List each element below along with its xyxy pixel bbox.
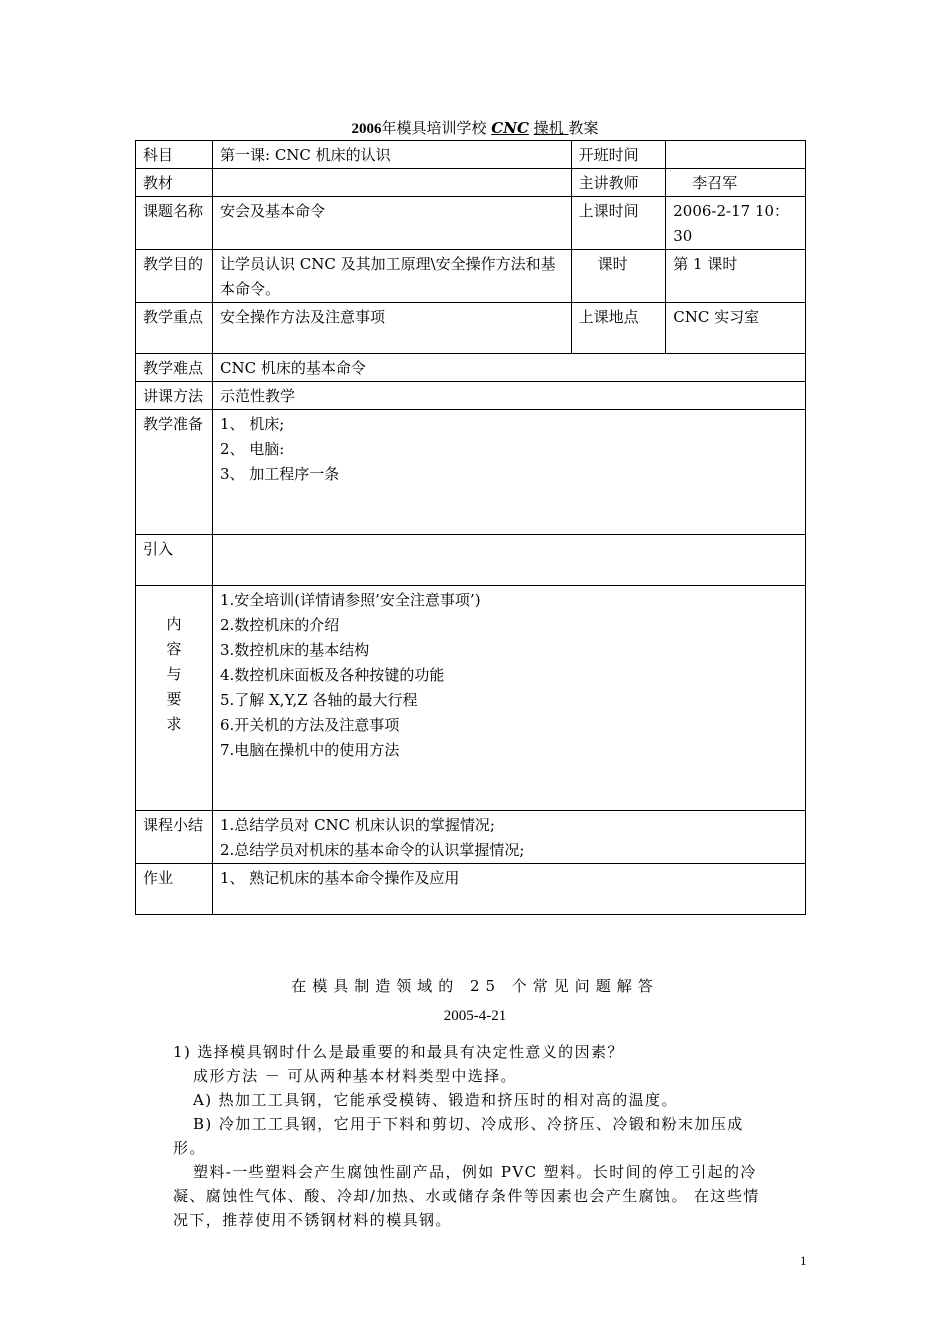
page-number: 1 bbox=[800, 1253, 807, 1268]
subject-label: 科目 bbox=[136, 141, 213, 169]
content-requirements-label: 内 容 与 要 求 bbox=[136, 586, 213, 811]
list-item: 1、 机床; bbox=[220, 415, 285, 433]
subject-value: 第一课: CNC 机床的认识 bbox=[213, 141, 572, 169]
question-1: 1) 选择模具钢时什么是最重要的和最具有决定性意义的因素？ bbox=[173, 1043, 624, 1061]
class-time-label: 上课时间 bbox=[571, 197, 666, 250]
location-value: CNC 实习室 bbox=[666, 303, 806, 354]
list-item: 3.数控机床的基本结构 bbox=[220, 641, 370, 659]
paragraph: 塑料-一些塑料会产生腐蚀性副产品，例如 PVC 塑料。长时间的停工引起的冷凝、腐蚀性气体、酸、冷却/加热、水或储存条件等因素也会产生腐蚀。 在这些情况下，推荐使用不锈钢材料的模具钢。 bbox=[173, 1163, 760, 1229]
list-item: 6.开关机的方法及注意事项 bbox=[220, 716, 400, 734]
summary-label: 课程小结 bbox=[136, 811, 213, 864]
table-row bbox=[136, 141, 806, 169]
textbook-value bbox=[213, 169, 572, 197]
location-label: 上课地点 bbox=[571, 303, 666, 354]
method-value: 示范性教学 bbox=[213, 382, 806, 410]
list-item: 4.数控机床面板及各种按键的功能 bbox=[220, 666, 445, 684]
textbook-label: 教材 bbox=[136, 169, 213, 197]
key-point-label: 教学重点 bbox=[136, 303, 213, 354]
objective-label: 教学目的 bbox=[136, 250, 213, 303]
table-row bbox=[136, 586, 806, 811]
article-body bbox=[173, 1040, 773, 1232]
table-row bbox=[136, 535, 806, 586]
difficulty-label: 教学难点 bbox=[136, 354, 213, 382]
list-item: 2.总结学员对机床的基本命令的认识掌握情况; bbox=[220, 841, 525, 859]
teacher-label: 主讲教师 bbox=[571, 169, 666, 197]
paragraph: 成形方法 － 可从两种基本材料类型中选择。 bbox=[193, 1067, 517, 1085]
table-row bbox=[136, 197, 806, 250]
table-row bbox=[136, 811, 806, 864]
key-point-value: 安全操作方法及注意事项 bbox=[213, 303, 572, 354]
list-item: 1.总结学员对 CNC 机床认识的掌握情况; bbox=[220, 816, 495, 834]
paragraph: B) 冷加工工具钢，它用于下料和剪切、冷成形、冷挤压、冷锻和粉末加压成形。 bbox=[173, 1115, 744, 1157]
difficulty-value: CNC 机床的基本命令 bbox=[213, 354, 806, 382]
class-start-value bbox=[666, 141, 806, 169]
table-row bbox=[136, 169, 806, 197]
period-value: 第 1 课时 bbox=[666, 250, 806, 303]
table-row bbox=[136, 382, 806, 410]
table-row bbox=[136, 354, 806, 382]
table-row bbox=[136, 250, 806, 303]
lesson-plan-table bbox=[135, 140, 806, 915]
list-item: 2、 电脑: bbox=[220, 440, 285, 458]
page-title bbox=[0, 118, 950, 139]
preparation-label: 教学准备 bbox=[136, 410, 213, 535]
introduction-value bbox=[213, 535, 806, 586]
table-row bbox=[136, 303, 806, 354]
method-label: 讲课方法 bbox=[136, 382, 213, 410]
topic-value: 安会及基本命令 bbox=[213, 197, 572, 250]
homework-label: 作业 bbox=[136, 864, 213, 915]
class-time-value: 2006-2-17 10：30 bbox=[666, 197, 806, 250]
list-item: 3、 加工程序一条 bbox=[220, 465, 340, 483]
table-row bbox=[136, 410, 806, 535]
objective-value: 让学员认识 CNC 及其加工原理\安全操作方法和基本命令。 bbox=[213, 250, 572, 303]
article-date: 2005-4-21 bbox=[443, 1008, 507, 1024]
homework-value: 1、 熟记机床的基本命令操作及应用 bbox=[213, 864, 806, 915]
list-item: 2.数控机床的介绍 bbox=[220, 616, 340, 634]
class-start-label: 开班时间 bbox=[571, 141, 666, 169]
title-school: 年模具培训学校 bbox=[381, 119, 487, 137]
table-row bbox=[136, 864, 806, 915]
title-operation: 操机 bbox=[533, 119, 564, 137]
preparation-list bbox=[213, 410, 806, 535]
list-item: 1.安全培训(详情请参照’安全注意事项’) bbox=[220, 591, 481, 609]
topic-label: 课题名称 bbox=[136, 197, 213, 250]
teacher-value: 李召军 bbox=[666, 169, 806, 197]
title-year: 2006 bbox=[351, 121, 382, 137]
paragraph: A) 热加工工具钢，它能承受模铸、锻造和挤压时的相对高的温度。 bbox=[193, 1091, 678, 1109]
article-title: 在模具制造领域的 25 个常见问题解答 bbox=[291, 977, 659, 995]
list-item: 5.了解 X,Y,Z 各轴的最大行程 bbox=[220, 691, 418, 709]
list-item: 7.电脑在操机中的使用方法 bbox=[220, 741, 400, 759]
title-suffix: 教案 bbox=[568, 119, 599, 137]
period-label: 课时 bbox=[571, 250, 666, 303]
introduction-label: 引入 bbox=[136, 535, 213, 586]
summary-list bbox=[213, 811, 806, 864]
content-requirements-list bbox=[213, 586, 806, 811]
title-cnc: CNC bbox=[491, 119, 529, 137]
